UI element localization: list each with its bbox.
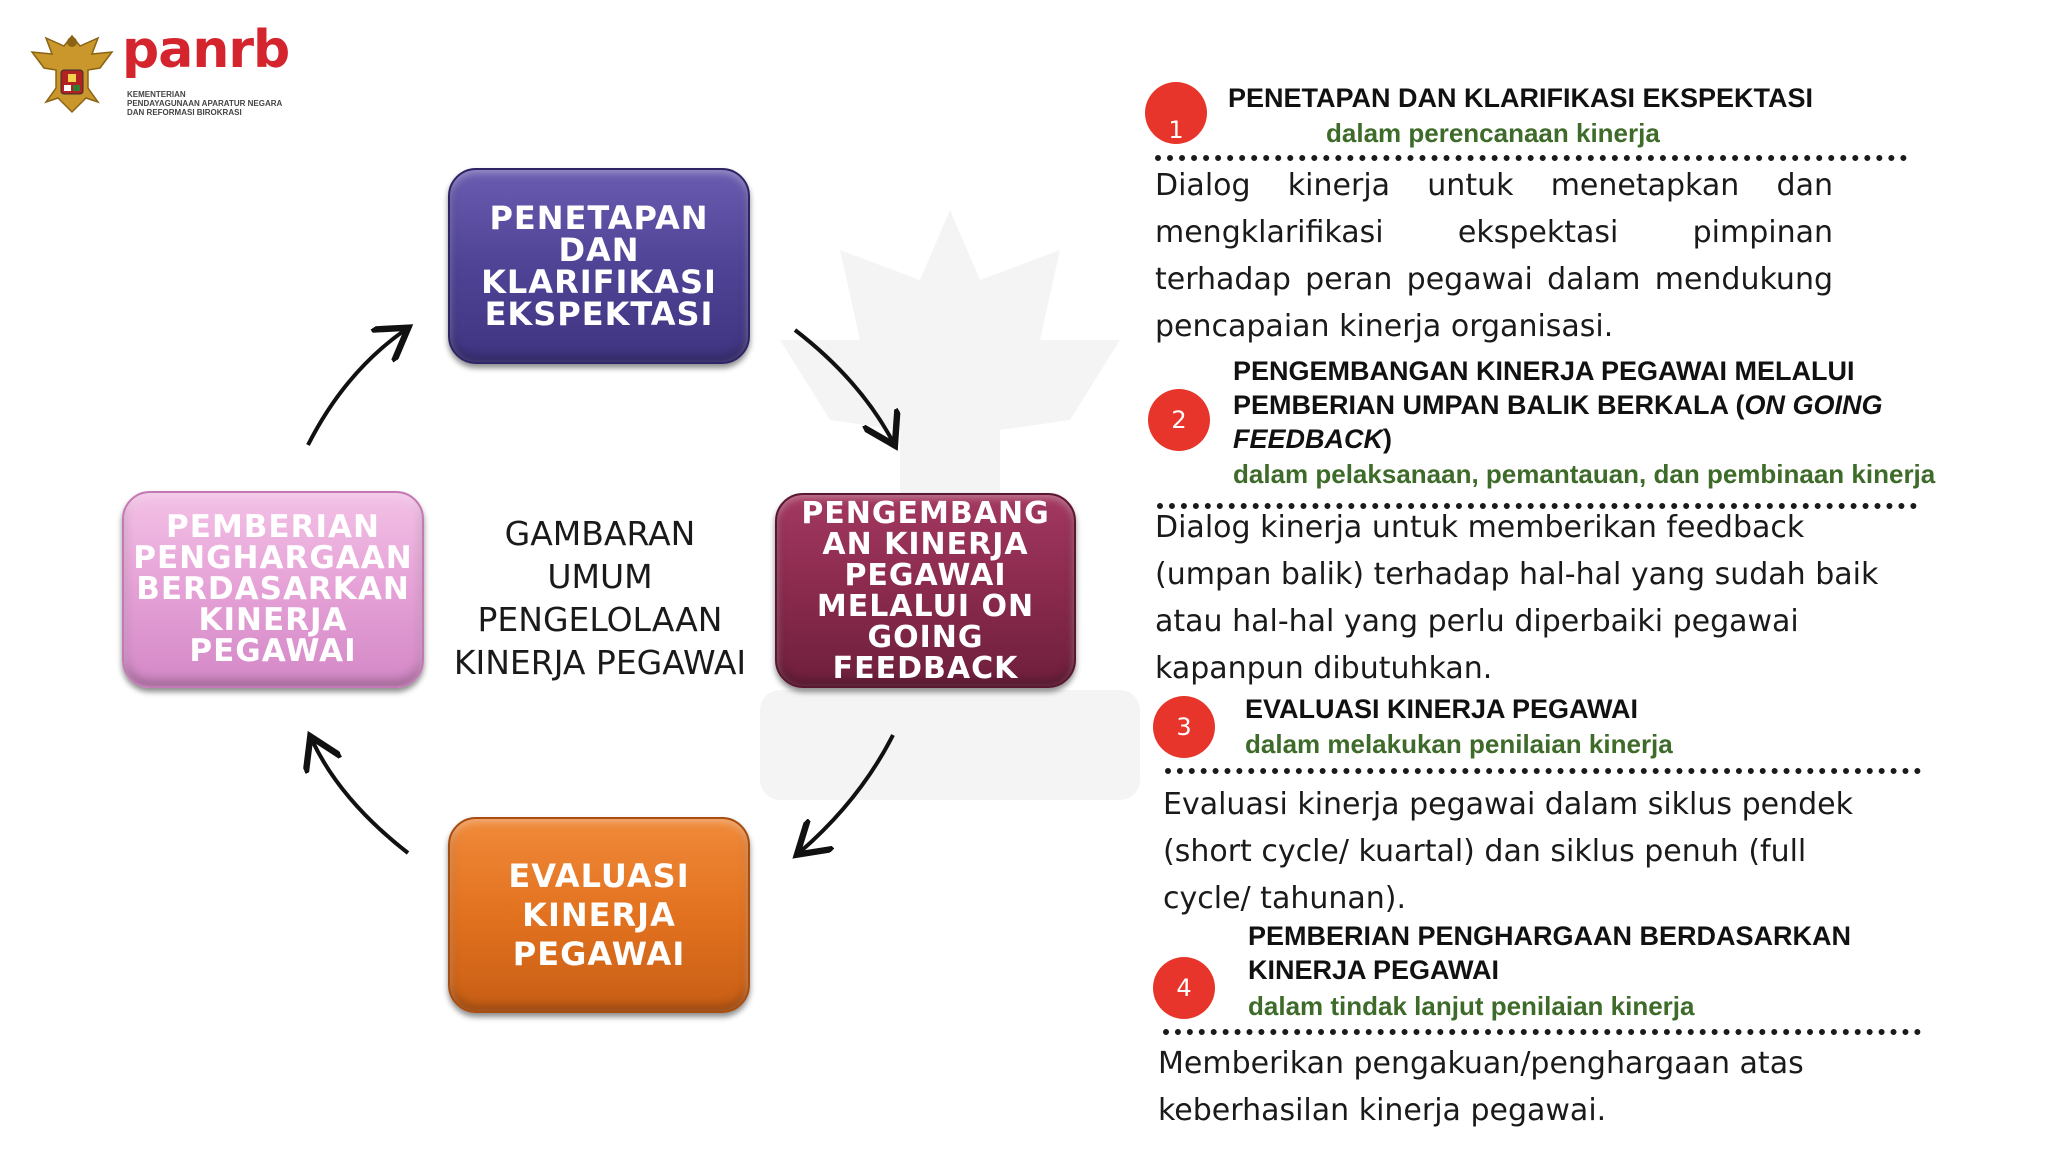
section-number: 4: [1176, 974, 1192, 1002]
section-subtitle: dalam tindak lanjut penilaian kinerja: [1248, 991, 1695, 1021]
logo-subtitle-line: PENDAYAGUNAAN APARATUR NEGARA: [127, 99, 283, 108]
section-title: [1233, 354, 1993, 456]
arrow-top-left: [308, 330, 405, 445]
section-number-badge: [1153, 957, 1215, 1019]
section-body: Memberikan pengakuan/penghargaan atas keberhasilan kinerja pegawai.: [1158, 1046, 1804, 1128]
cycle-center-title: GAMBARAN UMUM PENGELOLAAN KINERJA PEGAWAI: [453, 514, 747, 682]
logo-subtitle-line: KEMENTERIAN: [127, 90, 186, 99]
logo-wordmark: panrb: [122, 20, 290, 80]
section-number: 1: [1168, 116, 1184, 144]
arrow-bottom-right: [800, 735, 893, 852]
section-body: Dialog kinerja untuk memberikan feedback (umpan balik) terhadap hal-hal yang sudah baik atau hal-hal yang perlu diperbaiki pegawai kapanpun dibutuhkan.: [1155, 510, 1879, 686]
dotted-divider: [1155, 155, 1907, 161]
section-title: PENETAPAN DAN KLARIFIKASI EKSPEKTASI: [1228, 83, 1814, 113]
cycle-box-pemberian: [122, 491, 424, 688]
section-body: Dialog kinerja untuk menetapkan dan mengklarifikasi ekspektasi pimpinan terhadap peran pegawai dalam mendukung pencapaian kinerja organisasi.: [1155, 168, 1833, 344]
section-title-italic: ON GOING FEEDBACK: [1233, 390, 1883, 454]
cycle-box-label: EVALUASI KINERJA PEGAWAI: [508, 856, 690, 973]
cycle-box-label: PENETAPAN DAN KLARIFIKASI EKSPEKTASI: [481, 199, 717, 333]
section-subtitle: dalam perencanaan kinerja: [1326, 118, 1660, 148]
cycle-box-label: PEMBERIAN PENGHARGAAN BERDASARKAN KINERJA PEGAWAI: [133, 509, 413, 669]
arrow-top-right: [795, 330, 893, 442]
section-title: EVALUASI KINERJA PEGAWAI: [1245, 694, 1639, 724]
cycle-box-penetapan: [448, 168, 750, 364]
dotted-divider: [1163, 1029, 1921, 1035]
section-title: PEMBERIAN PENGHARGAAN BERDASARKAN KINERJA PEGAWAI: [1248, 921, 1852, 985]
section-subtitle: dalam melakukan penilaian kinerja: [1245, 729, 1673, 759]
section-subtitle: dalam pelaksanaan, pemantauan, dan pembinaan kinerja: [1233, 459, 1936, 489]
cycle-box-pengembangan: [775, 493, 1076, 688]
section-number: 3: [1176, 713, 1192, 741]
dotted-divider: [1165, 768, 1921, 774]
arrow-bottom-left: [312, 740, 408, 853]
cycle-box-evaluasi: [448, 817, 750, 1013]
section-number-badge: [1145, 82, 1207, 144]
section-body: Evaluasi kinerja pegawai dalam siklus pendek (short cycle/ kuartal) dan siklus penuh (full cycle/ tahunan).: [1163, 787, 1853, 916]
logo-subtitle-line: DAN REFORMASI BIROKRASI: [127, 108, 242, 117]
section-number: 2: [1171, 406, 1187, 434]
section-title-text: PENGEMBANGAN KINERJA PEGAWAI MELALUI PEMBERIAN UMPAN BALIK BERKALA (: [1233, 356, 1855, 420]
cycle-box-label: PENGEMBANG AN KINERJA PEGAWAI MELALUI ON GOING FEEDBACK: [801, 495, 1050, 686]
section-number-badge: [1153, 696, 1215, 758]
section-title-text: ): [1383, 424, 1393, 454]
section-number-badge: [1148, 389, 1210, 451]
